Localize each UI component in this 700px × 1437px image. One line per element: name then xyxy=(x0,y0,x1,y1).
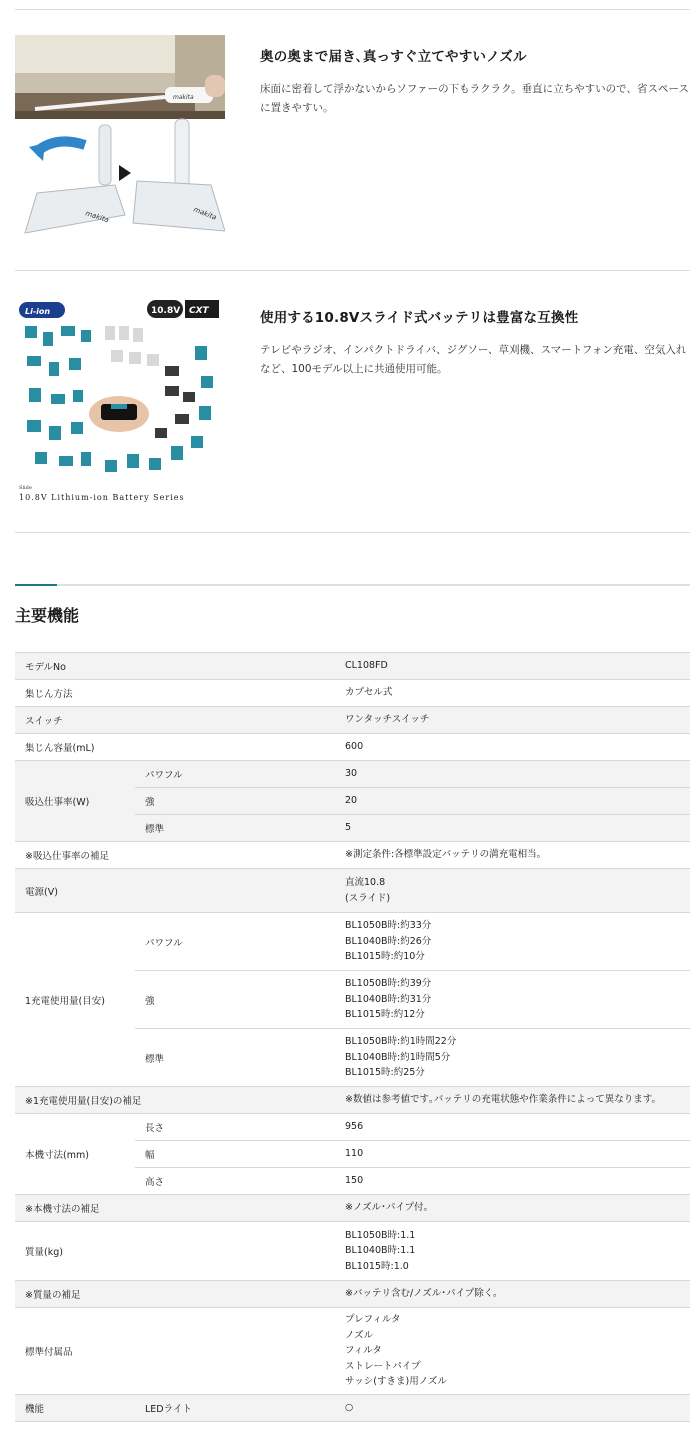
battery-image xyxy=(15,296,225,506)
row-value xyxy=(335,971,690,1029)
value-line: BL1015時:1.0 xyxy=(345,1260,409,1272)
value-line: フィルタ xyxy=(345,1345,382,1357)
svg-text:Li-ion: Li-ion xyxy=(25,307,51,316)
value-line: BL1015時:約12分 xyxy=(345,1009,425,1021)
value-line: BL1050B時:1.1 xyxy=(345,1229,416,1241)
row-value: 956 xyxy=(335,1114,690,1141)
value-line: ストレートパイプ xyxy=(345,1360,421,1372)
row-label: 1充電使用量(目安) xyxy=(15,913,135,1087)
battery-series-illustration xyxy=(15,296,225,506)
row-label: ※本機寸法の補足 xyxy=(15,1195,335,1222)
svg-text:makita: makita xyxy=(84,209,110,225)
row-value: 5 xyxy=(335,815,690,842)
table-row xyxy=(15,653,690,680)
top-divider xyxy=(15,9,690,10)
row-label: ※吸込仕事率の補足 xyxy=(15,842,335,869)
row-value: ※バッテリ含む/ノズル･パイプ除く。 xyxy=(335,1281,690,1308)
row-label: 本機寸法(mm) xyxy=(15,1114,135,1195)
table-row xyxy=(15,1114,690,1141)
row-label: ※1充電使用量(目安)の補足 xyxy=(15,1087,335,1114)
row-label: スイッチ xyxy=(15,707,335,734)
table-row xyxy=(15,680,690,707)
nozzle-image xyxy=(15,35,225,245)
table-row xyxy=(15,734,690,761)
value-line: BL1040B時:1.1 xyxy=(345,1245,416,1257)
table-row xyxy=(15,1395,690,1422)
section-rule-accent xyxy=(15,584,57,586)
row-value xyxy=(335,1222,690,1281)
row-sublabel: 幅 xyxy=(135,1141,335,1168)
row-value: ※数値は参考値です｡バッテリの充電状態や作業条件によって異なります。 xyxy=(335,1087,690,1114)
row-value: カプセル式 xyxy=(335,680,690,707)
value-line: BL1040B時:約31分 xyxy=(345,993,432,1005)
row-value xyxy=(335,1029,690,1087)
row-label: 質量(kg) xyxy=(15,1222,335,1281)
table-row xyxy=(15,761,690,788)
table-row xyxy=(15,869,690,913)
value-line: BL1050B時:約39分 xyxy=(345,978,432,990)
row-sublabel: 標準 xyxy=(135,815,335,842)
svg-text:CXT: CXT xyxy=(189,306,209,316)
row-value: 110 xyxy=(335,1141,690,1168)
row-label: 機能 xyxy=(15,1395,135,1422)
row-sublabel: 強 xyxy=(135,971,335,1029)
row-value xyxy=(335,913,690,971)
row-value xyxy=(335,869,690,913)
row-value xyxy=(335,1308,690,1395)
value-line: ノズル xyxy=(345,1329,374,1341)
row-value: 20 xyxy=(335,788,690,815)
feature-battery-title: 使用する10.8Vスライド式バッテリは豊富な互換性 xyxy=(260,310,579,326)
feature-battery-desc: テレビやラジオ、インパクトドライバ、ジグソー、草刈機、スマートフォン充電、空気入れなど、100モデル以上に共通使用可能。 xyxy=(260,344,687,375)
spec-table xyxy=(15,652,690,1422)
row-value: ※測定条件:各標準設定バッテリの満充電相当。 xyxy=(335,842,690,869)
value-line: BL1050B時:約1時間22分 xyxy=(345,1036,457,1048)
section-rule xyxy=(15,584,690,586)
row-value: ワンタッチスイッチ xyxy=(335,707,690,734)
row-value: 150 xyxy=(335,1168,690,1195)
table-row xyxy=(15,1195,690,1222)
row-value: ○ xyxy=(335,1395,690,1422)
row-label: ※質量の補足 xyxy=(15,1281,335,1308)
value-line: (スライド) xyxy=(345,892,391,904)
table-row xyxy=(15,1087,690,1114)
table-row xyxy=(15,707,690,734)
value-line: BL1040B時:約26分 xyxy=(345,935,432,947)
row-label: 標準付属品 xyxy=(15,1308,335,1395)
table-row xyxy=(15,1308,690,1395)
feature-nozzle-title: 奥の奥まで届き､真っすぐ立てやすいノズル xyxy=(260,49,527,65)
feature-nozzle xyxy=(15,35,690,245)
row-sublabel: 長さ xyxy=(135,1114,335,1141)
row-sublabel: LEDライト xyxy=(135,1395,335,1422)
row-value: ※ノズル･パイプ付。 xyxy=(335,1195,690,1222)
svg-text:10.8V: 10.8V xyxy=(151,306,181,316)
divider-2 xyxy=(15,532,690,533)
row-sublabel: 高さ xyxy=(135,1168,335,1195)
row-value: 600 xyxy=(335,734,690,761)
nozzle-illustration xyxy=(15,35,225,245)
row-sublabel: パワフル xyxy=(135,761,335,788)
svg-text:makita: makita xyxy=(173,94,194,101)
row-label: 電源(V) xyxy=(15,869,335,913)
table-row xyxy=(15,842,690,869)
svg-text:Slide: Slide xyxy=(19,485,32,491)
feature-nozzle-desc: 床面に密着して浮かないからソファーの下もラクラク。垂直に立ちやすいので、省スペースに置きやすい。 xyxy=(260,83,689,114)
row-label: 集じん容量(mL) xyxy=(15,734,335,761)
row-sublabel: 標準 xyxy=(135,1029,335,1087)
feature-battery xyxy=(15,296,690,506)
value-line: BL1015時:約25分 xyxy=(345,1067,425,1079)
row-label: 集じん方法 xyxy=(15,680,335,707)
row-sublabel: 強 xyxy=(135,788,335,815)
table-row xyxy=(15,1222,690,1281)
value-line: BL1040B時:約1時間5分 xyxy=(345,1051,451,1063)
table-row xyxy=(15,1281,690,1308)
row-label: モデルNo xyxy=(15,653,335,680)
value-line: BL1015時:約10分 xyxy=(345,951,425,963)
row-sublabel: パワフル xyxy=(135,913,335,971)
svg-text:10.8V Lithium-ion Battery Seri: 10.8V Lithium-ion Battery Series xyxy=(19,493,185,502)
value-line: プレフィルタ xyxy=(345,1314,401,1326)
row-value: CL108FD xyxy=(335,653,690,680)
table-row xyxy=(15,913,690,971)
row-label: 吸込仕事率(W) xyxy=(15,761,135,842)
value-line: サッシ(すきま)用ノズル xyxy=(345,1376,447,1388)
section-title: 主要機能 xyxy=(15,606,80,625)
svg-text:makita: makita xyxy=(192,205,218,222)
value-line: 直流10.8 xyxy=(345,876,386,888)
value-line: BL1050B時:約33分 xyxy=(345,920,432,932)
row-value: 30 xyxy=(335,761,690,788)
divider-1 xyxy=(15,270,690,271)
